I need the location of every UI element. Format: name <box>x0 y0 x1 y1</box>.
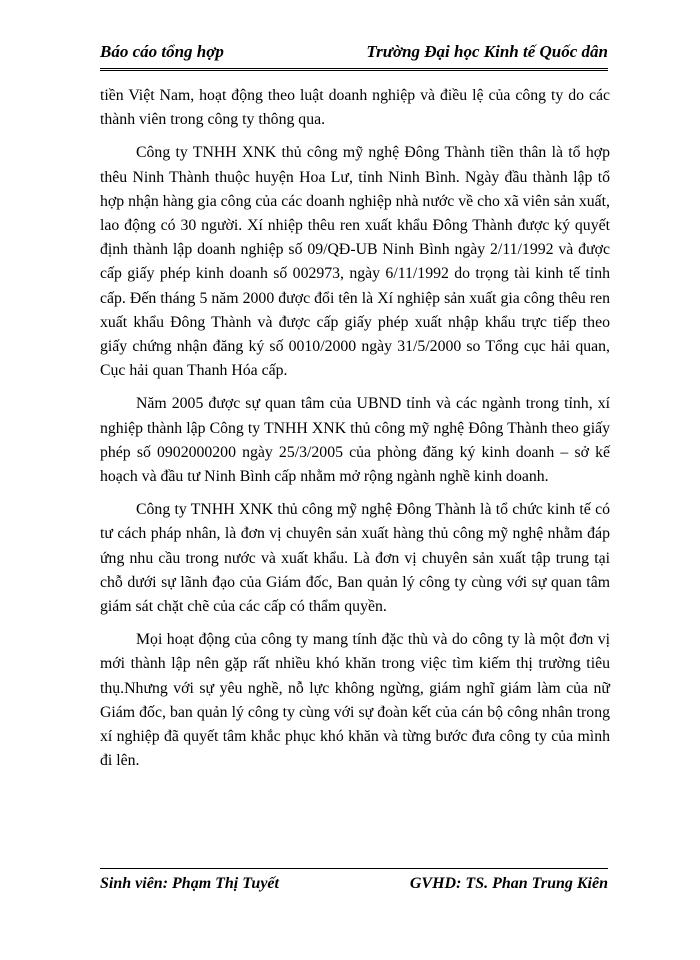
paragraph-company-establishment: Năm 2005 được sự quan tâm của UBND tỉnh và các ngành trong tỉnh, xí nghiệp thành lập Công ty TNHH XNK thủ công mỹ nghệ Đông Thành theo giấy phép số 0902000200 ngày 25/3/2005 của phòng đăng ký kinh doanh – sở kế hoạch và đầu tư Ninh Bình cấp nhằm mở rộng ngành nghề kinh doanh. <box>100 395 610 486</box>
page-header <box>100 40 608 71</box>
paragraph-operations: Mọi hoạt động của công ty mang tính đặc thù và do công ty là một đơn vị mới thành lập nên gặp rất nhiều khó khăn trong việc tìm kiếm thị trường tiêu thụ.Nhưng với sự yêu nghề, nỗ lực không ngừng, giám nghĩ giám làm của nữ Giám đốc, ban quản lý công ty cùng với sự đoàn kết của cán bộ công nhân trong xí nghiệp đã quyết tâm khắc phục khó khăn và từng bước đưa công ty của mình đi lên. <box>100 631 610 770</box>
paragraph-legal-status: Công ty TNHH XNK thủ công mỹ nghệ Đông Thành là tổ chức kinh tế có tư cách pháp nhân, là đơn vị chuyên sản xuất hàng thủ công mỹ nghệ nhằm đáp ứng nhu cầu trong nước và xuất khẩu. Là đơn vị chuyên sản xuất tập trung tại chỗ dưới sự lãnh đạo của Giám đốc, Ban quản lý công ty cùng với sự quan tâm giám sát chặt chẽ của các cấp có thẩm quyền. <box>100 501 610 616</box>
header-university-name: Trường Đại học Kinh tế Quốc dân <box>366 42 608 61</box>
paragraph-company-history: Công ty TNHH XNK thủ công mỹ nghệ Đông Thành tiền thân là tổ hợp thêu Ninh Thành thuộc huyện Hoa Lư, tỉnh Ninh Bình. Ngày đầu thành lập tổ hợp nhận hàng gia công của các doanh nghiệp nhà nước về cho xã viên sản xuất, lao động có 30 người. Xí nhiệp thêu ren xuất khẩu Đông Thành được ký quyết định thành lập doanh nghiệp số 09/QĐ-UB Ninh Bình ngày 2/11/1992 và được cấp giấy phép kinh doanh số 002973, ngày 6/11/1992 do trọng tài kinh tế tỉnh cấp. Đến tháng 5 năm 2000 được đổi tên là Xí nghiệp sản xuất gia công thêu ren xuất khẩu Đông Thành và được cấp giấy phép xuất nhập khẩu trực tiếp theo giấy chứng nhận đăng ký số 0010/2000 ngày 31/5/2000 so Tổng cục hải quan, Cục hải quan Thanh Hóa cấp. <box>100 144 610 380</box>
document-body <box>100 84 610 782</box>
footer-supervisor-name: GVHD: TS. Phan Trung Kiên <box>409 875 608 892</box>
footer-student-name: Sinh viên: Phạm Thị Tuyết <box>100 875 279 892</box>
paragraph-continuation: tiền Việt Nam, hoạt động theo luật doanh nghiệp và điều lệ của công ty do các thành viên trong công ty thông qua. <box>100 87 610 129</box>
header-report-title: Báo cáo tổng hợp <box>100 42 224 61</box>
page-footer <box>100 868 608 899</box>
